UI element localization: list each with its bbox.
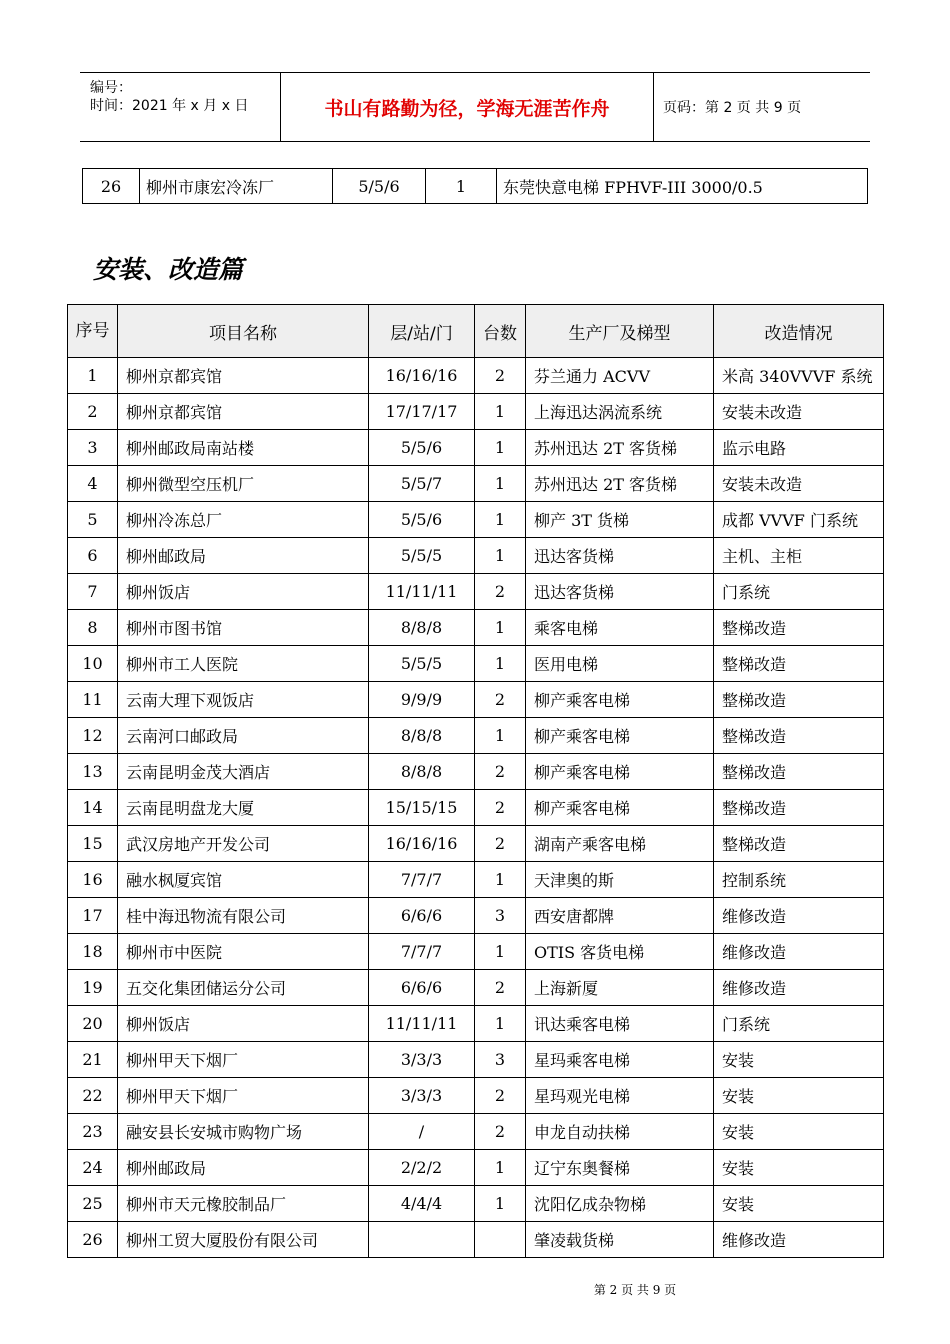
- cell-count: 2: [475, 826, 526, 862]
- cell-maker: 柳产乘客电梯: [526, 790, 714, 826]
- table-row: [68, 826, 884, 862]
- cell-count: 1: [475, 1186, 526, 1222]
- table-row: [68, 718, 884, 754]
- page-label: 页码：第 2 页 共 9 页: [663, 100, 802, 116]
- cell-floors: 7/7/7: [369, 934, 475, 970]
- cell-name: 柳州市中医院: [118, 934, 369, 970]
- cell-no: 3: [68, 430, 118, 466]
- cell-floors: 5/5/6: [333, 169, 426, 204]
- cell-name: 柳州冷冻总厂: [118, 502, 369, 538]
- cell-no: 26: [68, 1222, 118, 1258]
- table-row: [68, 970, 884, 1006]
- time-label: 时间：2021 年 x 月 x 日: [90, 98, 249, 114]
- cell-status: 主机、主柜: [714, 538, 884, 574]
- table-row: [68, 934, 884, 970]
- cell-status: 控制系统: [714, 862, 884, 898]
- cell-no: 23: [68, 1114, 118, 1150]
- cell-maker: 柳产乘客电梯: [526, 718, 714, 754]
- cell-maker: 柳产乘客电梯: [526, 682, 714, 718]
- cell-maker: 肇凌载货梯: [526, 1222, 714, 1258]
- table-row: [68, 898, 884, 934]
- cell-floors: 7/7/7: [369, 862, 475, 898]
- cell-name: 柳州市天元橡胶制品厂: [118, 1186, 369, 1222]
- cell-maker: 迅达客货梯: [526, 538, 714, 574]
- cell-count: 2: [475, 1078, 526, 1114]
- cell-no: 13: [68, 754, 118, 790]
- cell-maker: 苏州迅达 2T 客货梯: [526, 430, 714, 466]
- cell-floors: 6/6/6: [369, 970, 475, 1006]
- cell-status: 门系统: [714, 1006, 884, 1042]
- cell-no: 25: [68, 1186, 118, 1222]
- cell-maker: 沈阳亿成杂物梯: [526, 1186, 714, 1222]
- table-row: [68, 1114, 884, 1150]
- cell-floors: 17/17/17: [369, 394, 475, 430]
- cell-status: 维修改造: [714, 1222, 884, 1258]
- motto: 书山有路勤为径，学海无涯苦作舟: [281, 73, 654, 141]
- cell-count: 1: [475, 466, 526, 502]
- cell-count: 1: [475, 1006, 526, 1042]
- cell-no: 18: [68, 934, 118, 970]
- cell-count: 3: [475, 898, 526, 934]
- cell-no: 22: [68, 1078, 118, 1114]
- cell-no: 10: [68, 646, 118, 682]
- cell-maker: 乘客电梯: [526, 610, 714, 646]
- cell-name: 柳州市工人医院: [118, 646, 369, 682]
- cell-status: 门系统: [714, 574, 884, 610]
- header-name: 项目名称: [118, 305, 369, 358]
- cell-maker: 柳产乘客电梯: [526, 754, 714, 790]
- cell-name: 柳州邮政局南站楼: [118, 430, 369, 466]
- table-row: [68, 502, 884, 538]
- cell-no: 6: [68, 538, 118, 574]
- cell-no: 19: [68, 970, 118, 1006]
- cell-status: 安装: [714, 1114, 884, 1150]
- cell-no: 7: [68, 574, 118, 610]
- cell-count: 2: [475, 790, 526, 826]
- cell-floors: 16/16/16: [369, 358, 475, 394]
- cell-no: 20: [68, 1006, 118, 1042]
- cell-floors: /: [369, 1114, 475, 1150]
- section-title: 安装、改造篇: [93, 255, 244, 284]
- cell-status: 整梯改造: [714, 754, 884, 790]
- table-row: [68, 646, 884, 682]
- cell-floors: 2/2/2: [369, 1150, 475, 1186]
- cell-floors: 11/11/11: [369, 574, 475, 610]
- header-no: 序号: [68, 305, 118, 358]
- cell-floors: 15/15/15: [369, 790, 475, 826]
- cell-no: 11: [68, 682, 118, 718]
- table-row: [68, 754, 884, 790]
- page-footer: 第 2 页 共 9 页: [593, 1283, 677, 1297]
- cell-name: 柳州京都宾馆: [118, 394, 369, 430]
- cell-floors: [369, 1222, 475, 1258]
- cell-status: 整梯改造: [714, 826, 884, 862]
- cell-name: 柳州市康宏冷冻厂: [140, 169, 333, 204]
- table-row: [68, 394, 884, 430]
- cell-floors: 8/8/8: [369, 610, 475, 646]
- cell-count: 2: [475, 1114, 526, 1150]
- cell-maker: 西安唐都牌: [526, 898, 714, 934]
- cell-name: 五交化集团储运分公司: [118, 970, 369, 1006]
- cell-maker: 上海迅达涡流系统: [526, 394, 714, 430]
- cell-maker: 申龙自动扶梯: [526, 1114, 714, 1150]
- table-row: [68, 1078, 884, 1114]
- cell-maker: 芬兰通力 ACVV: [526, 358, 714, 394]
- cell-status: 安装: [714, 1186, 884, 1222]
- cell-floors: 16/16/16: [369, 826, 475, 862]
- cell-maker: 星玛观光电梯: [526, 1078, 714, 1114]
- install-table: [67, 304, 884, 1258]
- cell-no: 14: [68, 790, 118, 826]
- table-row: [83, 169, 868, 204]
- table-row: [68, 1222, 884, 1258]
- cell-status: 整梯改造: [714, 790, 884, 826]
- number-label: 编号：: [90, 80, 132, 96]
- cell-count: 1: [475, 718, 526, 754]
- cell-status: 维修改造: [714, 898, 884, 934]
- table-row: [68, 682, 884, 718]
- cell-name: 柳州邮政局: [118, 1150, 369, 1186]
- cell-floors: 8/8/8: [369, 754, 475, 790]
- cell-floors: 6/6/6: [369, 898, 475, 934]
- cell-maker: 辽宁东奥餐梯: [526, 1150, 714, 1186]
- table-row: [68, 574, 884, 610]
- cell-no: 5: [68, 502, 118, 538]
- cell-floors: 5/5/6: [369, 430, 475, 466]
- cell-floors: 5/5/6: [369, 502, 475, 538]
- cell-status: 维修改造: [714, 970, 884, 1006]
- cell-count: 2: [475, 682, 526, 718]
- table-row: [68, 862, 884, 898]
- cell-count: 2: [475, 358, 526, 394]
- cell-maker: 医用电梯: [526, 646, 714, 682]
- cell-floors: 3/3/3: [369, 1078, 475, 1114]
- cell-no: 8: [68, 610, 118, 646]
- table-row: [68, 790, 884, 826]
- cell-floors: 5/5/5: [369, 538, 475, 574]
- cell-name: 柳州市图书馆: [118, 610, 369, 646]
- table-row: [68, 1006, 884, 1042]
- table-row: [68, 610, 884, 646]
- cell-status: 整梯改造: [714, 682, 884, 718]
- cell-count: 2: [475, 574, 526, 610]
- cell-count: 1: [475, 430, 526, 466]
- cell-no: 4: [68, 466, 118, 502]
- cell-no: 16: [68, 862, 118, 898]
- cell-count: 1: [475, 502, 526, 538]
- header-info-cell: [80, 73, 281, 141]
- table-row: [68, 1186, 884, 1222]
- cell-floors: 3/3/3: [369, 1042, 475, 1078]
- cell-no: 12: [68, 718, 118, 754]
- cell-status: 整梯改造: [714, 718, 884, 754]
- cell-count: 2: [475, 970, 526, 1006]
- cell-status: 整梯改造: [714, 610, 884, 646]
- cell-status: 安装未改造: [714, 394, 884, 430]
- cell-no: 1: [68, 358, 118, 394]
- table-row: [68, 1042, 884, 1078]
- header-maker: 生产厂及梯型: [526, 305, 714, 358]
- cell-count: 1: [475, 934, 526, 970]
- cell-no: 24: [68, 1150, 118, 1186]
- cell-count: 2: [475, 754, 526, 790]
- cell-status: 维修改造: [714, 934, 884, 970]
- cell-name: 柳州邮政局: [118, 538, 369, 574]
- continuation-table: [82, 168, 868, 204]
- cell-name: 云南河口邮政局: [118, 718, 369, 754]
- cell-status: 监示电路: [714, 430, 884, 466]
- cell-name: 融水枫厦宾馆: [118, 862, 369, 898]
- table-row: [68, 1150, 884, 1186]
- cell-status: 安装: [714, 1150, 884, 1186]
- cell-floors: 5/5/7: [369, 466, 475, 502]
- cell-floors: 11/11/11: [369, 1006, 475, 1042]
- cell-count: 1: [475, 610, 526, 646]
- cell-name: 融安县长安城市购物广场: [118, 1114, 369, 1150]
- cell-name: 桂中海迅物流有限公司: [118, 898, 369, 934]
- cell-no: 2: [68, 394, 118, 430]
- cell-count: 1: [475, 538, 526, 574]
- cell-count: 3: [475, 1042, 526, 1078]
- cell-maker: 东莞快意电梯 FPHVF-III 3000/0.5: [497, 169, 868, 204]
- table-row: [68, 466, 884, 502]
- cell-count: [475, 1222, 526, 1258]
- cell-maker: 迅达客货梯: [526, 574, 714, 610]
- cell-name: 柳州工贸大厦股份有限公司: [118, 1222, 369, 1258]
- cell-name: 柳州京都宾馆: [118, 358, 369, 394]
- cell-status: 米高 340VVVF 系统: [714, 358, 884, 394]
- table-row: [68, 430, 884, 466]
- cell-no: 26: [83, 169, 140, 204]
- cell-maker: 星玛乘客电梯: [526, 1042, 714, 1078]
- cell-name: 柳州甲天下烟厂: [118, 1042, 369, 1078]
- header-floors: 层/站/门: [369, 305, 475, 358]
- cell-name: 云南大理下观饭店: [118, 682, 369, 718]
- cell-name: 云南昆明盘龙大厦: [118, 790, 369, 826]
- cell-name: 柳州饭店: [118, 1006, 369, 1042]
- cell-maker: 苏州迅达 2T 客货梯: [526, 466, 714, 502]
- cell-count: 1: [475, 862, 526, 898]
- cell-no: 17: [68, 898, 118, 934]
- table-row: [68, 358, 884, 394]
- cell-maker: 湖南产乘客电梯: [526, 826, 714, 862]
- table-header-row: [68, 305, 884, 358]
- cell-floors: 9/9/9: [369, 682, 475, 718]
- cell-floors: 4/4/4: [369, 1186, 475, 1222]
- cell-name: 柳州饭店: [118, 574, 369, 610]
- cell-status: 成都 VVVF 门系统: [714, 502, 884, 538]
- header-count: 台数: [475, 305, 526, 358]
- cell-floors: 5/5/5: [369, 646, 475, 682]
- cell-floors: 8/8/8: [369, 718, 475, 754]
- cell-maker: 天津奥的斯: [526, 862, 714, 898]
- cell-status: 整梯改造: [714, 646, 884, 682]
- cell-count: 1: [426, 169, 497, 204]
- cell-name: 武汉房地产开发公司: [118, 826, 369, 862]
- cell-name: 云南昆明金茂大酒店: [118, 754, 369, 790]
- cell-maker: 柳产 3T 货梯: [526, 502, 714, 538]
- cell-name: 柳州甲天下烟厂: [118, 1078, 369, 1114]
- page-header: [80, 72, 870, 142]
- cell-status: 安装: [714, 1078, 884, 1114]
- cell-count: 1: [475, 646, 526, 682]
- cell-no: 15: [68, 826, 118, 862]
- cell-count: 1: [475, 394, 526, 430]
- cell-no: 21: [68, 1042, 118, 1078]
- cell-maker: OTIS 客货电梯: [526, 934, 714, 970]
- cell-maker: 讯达乘客电梯: [526, 1006, 714, 1042]
- header-status: 改造情况: [714, 305, 884, 358]
- cell-name: 柳州微型空压机厂: [118, 466, 369, 502]
- cell-count: 1: [475, 1150, 526, 1186]
- table-row: [68, 538, 884, 574]
- cell-status: 安装未改造: [714, 466, 884, 502]
- cell-maker: 上海新厦: [526, 970, 714, 1006]
- cell-status: 安装: [714, 1042, 884, 1078]
